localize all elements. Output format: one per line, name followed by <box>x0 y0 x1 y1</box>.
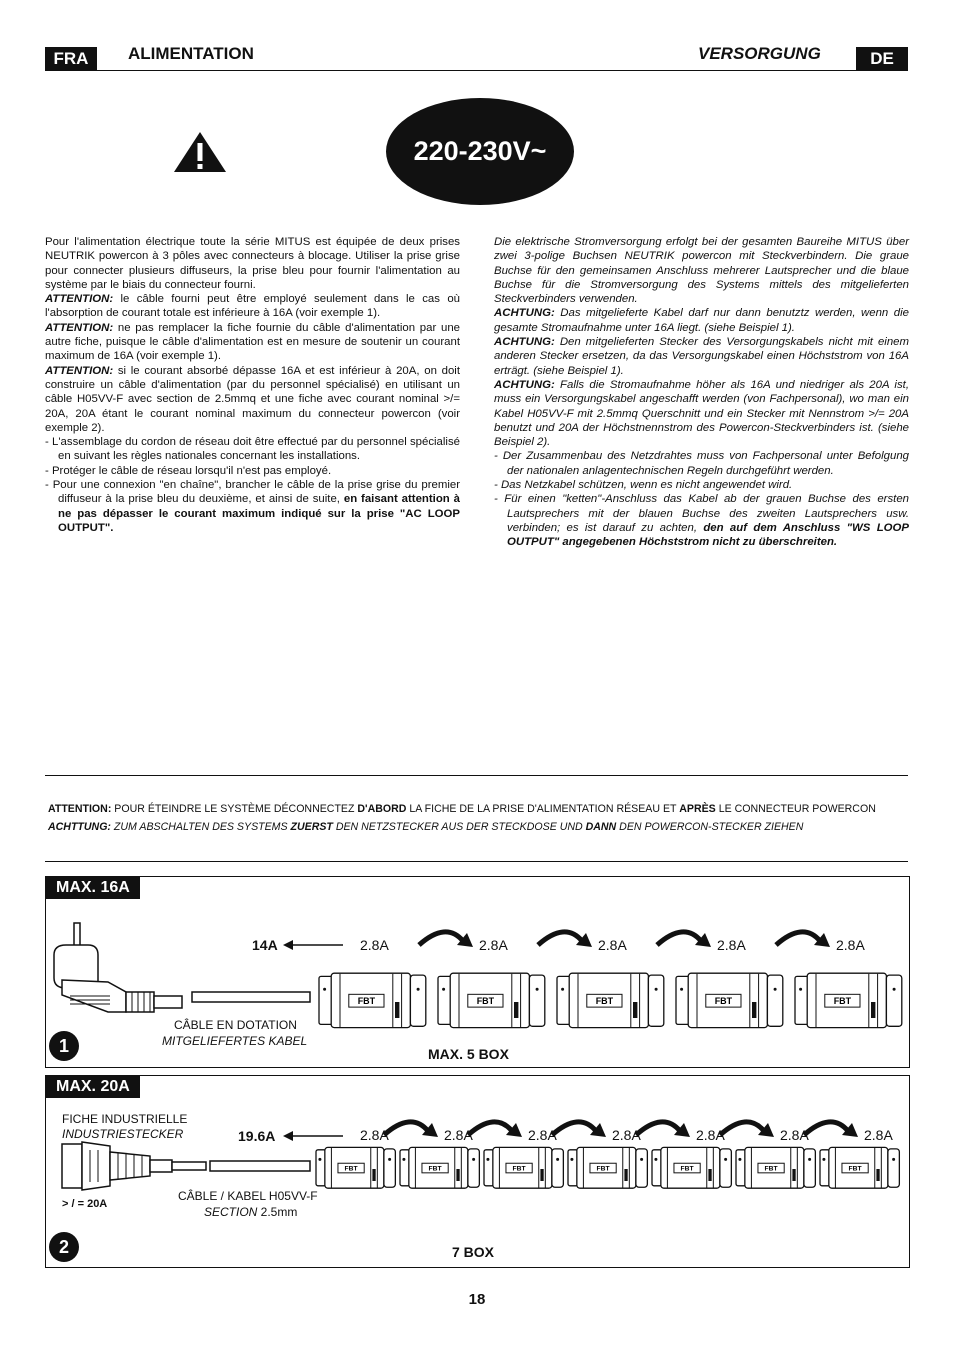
arrow-left-icon <box>283 938 345 952</box>
header-rule <box>45 70 908 71</box>
page-number: 18 <box>468 1291 486 1308</box>
speaker-logo: FBT <box>680 1165 694 1173</box>
fra-badge: FRA <box>45 47 97 71</box>
de-badge: DE <box>856 47 908 71</box>
attention-de: ACHTTUNG: ZUM ABSCHALTEN DES SYSTEMS ZUERST DEN NETZSTECKER AUS DER STECKDOSE UND DANN DEN POWERCON-STECKER ZIEHEN <box>48 821 804 833</box>
warning-triangle-icon <box>172 130 228 174</box>
unit-current-label: 2.8A <box>696 1127 725 1143</box>
speaker-logo: FBT <box>764 1165 778 1173</box>
unit-current-label: 2.8A <box>528 1127 557 1143</box>
chain-arrow-icon <box>774 927 832 949</box>
plug-rating: > / = 20A <box>62 1198 108 1210</box>
speaker-box-icon <box>399 1145 481 1193</box>
speaker-box-icon <box>735 1145 817 1193</box>
speaker-box-icon <box>556 970 666 1034</box>
de-list-item: - Für einen "ketten"-Anschluss das Kabel ab der grauen Buchse des ersten Lautsprechers mit der blauen Buchse des zweiten Lautsprechers usw. verbinden; es ist darauf zu achten, den auf dem Anschluss "WS LOOP OUTPUT" angegebenen Höchststrom nicht zu überschreiten. <box>494 493 909 549</box>
unit-current-label: 2.8A <box>360 1127 389 1143</box>
max-box-1: MAX. 5 BOX <box>428 1046 509 1062</box>
speaker-logo: FBT <box>833 995 852 1006</box>
de-section-title: VERSORGUNG <box>698 44 821 63</box>
unit-current-label: 2.8A <box>717 937 746 953</box>
speaker-box-icon <box>819 1145 901 1193</box>
h05vv-cable-icon <box>206 1158 316 1174</box>
unit-current-label: 2.8A <box>780 1127 809 1143</box>
speaker-logo: FBT <box>344 1165 358 1173</box>
de-attention-3: ACHTUNG: Falls die Stromaufnahme höher als 16A und niedriger als 20A ist, muss ein Versorgungskabel angeschafft werden (von Fachpersonal), wo man ein Kabel H05VV-F mit 2.5mmq Querschnitt und ein Stecker mit Nennstrom >/= 20A benutzt und 20A der Höchstnennstrom des Powercon-Steckverbinders ist. (siehe Beispiel 2). <box>494 378 909 449</box>
speaker-box-icon <box>483 1145 565 1193</box>
speaker-box-icon <box>794 970 904 1034</box>
plug-fr-label: FICHE INDUSTRIELLE <box>62 1112 188 1126</box>
speaker-logo: FBT <box>714 995 733 1006</box>
speaker-logo: FBT <box>596 1165 610 1173</box>
fr-attention-1: ATTENTION: le câble fourni peut être employé seulement dans le cas où l'absorption de courant totale est inférieure à 16A (voir exemple 1). <box>45 293 460 320</box>
fr-list-item: - Pour une connexion "en chaîne", brancher le câble de la prise grise du premier diffuseur à la prise bleu du deuxième, et ainsi de suite, en faisant attention à ne pas dépasser le courant maximum indiqué sur la prise "AC LOOP OUTPUT". <box>45 479 460 534</box>
fr-list-item: - Protéger le câble de réseau lorsqu'il n'est pas employé. <box>45 464 332 477</box>
fr-section-title: ALIMENTATION <box>128 44 254 63</box>
de-list-item: - Der Zusammenbau des Netzdrahtes muss von Fachpersonal unter Befolgung der nationalen anlagentechnischen Regeln durchgeführt werden. <box>494 450 909 477</box>
speaker-box-icon <box>651 1145 733 1193</box>
total-current-1: 14A <box>252 937 278 953</box>
speaker-logo: FBT <box>428 1165 442 1173</box>
cable-type-label: CÂBLE / KABEL H05VV-F <box>178 1189 318 1203</box>
total-current-2: 19.6A <box>238 1128 276 1144</box>
de-intro: Die elektrische Stromversorgung erfolgt bei der gesamten Baureihe MITUS über zwei 3-polige Buchsen NEUTRIK powercon mit Steckverbindern. Die graue Buchse für den gemeinsamen Anschluss mehrerer Lautsprecher und die blaue Buchse für die Stromversorgung des Systems mittels des mitgelieferten Steckverbinders verwenden. <box>494 236 909 306</box>
unit-current-label: 2.8A <box>612 1127 641 1143</box>
speaker-box-icon <box>675 970 785 1034</box>
example-2-number: 2 <box>49 1232 79 1262</box>
fr-list-item: - L'assemblage du cordon de réseau doit être effectué par du personnel spécialisé en suivant les règles nationales concernant les installations. <box>45 436 460 463</box>
example-2-label: MAX. 20A <box>46 1076 140 1098</box>
fr-text-column <box>45 235 460 535</box>
speaker-box-icon <box>567 1145 649 1193</box>
fr-attention-2: ATTENTION: ne pas remplacer la fiche fournie du câble d'alimentation par une autre fiche, puisque le câble d'alimentation est en mesure de soutenir un courant maximum de 16A (voir exemple 1). <box>45 321 460 363</box>
speaker-box-icon <box>318 970 428 1034</box>
chain-arrow-icon <box>382 1117 440 1139</box>
chain-arrow-icon <box>802 1117 860 1139</box>
fr-intro: Pour l'alimentation électrique toute la série MITUS est équipée de deux prises NEUTRIK powercon à 3 pôles avec connecteurs à blocage. Utiliser la prise grise pour connecter plusieurs diffuseurs, la prise bleu pour fournir l'alimentation au système par le biais du connecteur fourni. <box>45 236 460 291</box>
unit-current-label: 2.8A <box>479 937 508 953</box>
arrow-left-icon <box>283 1129 345 1143</box>
chain-arrow-icon <box>536 927 594 949</box>
chain-arrow-icon <box>466 1117 524 1139</box>
de-attention-2: ACHTUNG: Den mitgelieferten Stecker des Versorgungskabels nicht mit einem anderen Stecker ersetzen, da das Versorgungskabel einen Höchststrom von 16A erträgt. (siehe Beispiel 1). <box>494 336 909 377</box>
speaker-logo: FBT <box>595 995 614 1006</box>
chain-arrow-icon <box>655 927 713 949</box>
unit-current-label: 2.8A <box>360 937 389 953</box>
speaker-logo: FBT <box>476 995 495 1006</box>
plug-de-label: INDUSTRIESTECKER <box>62 1127 184 1141</box>
example-1-number: 1 <box>49 1031 79 1061</box>
unit-current-label: 2.8A <box>836 937 865 953</box>
schuko-plug-icon <box>48 920 188 1020</box>
cable-section-label: SECTION 2.5mm <box>204 1205 298 1219</box>
example-1-label: MAX. 16A <box>46 877 140 899</box>
de-list-item: - Das Netzkabel schützen, wenn es nicht angewendet wird. <box>494 479 793 492</box>
chain-arrow-icon <box>718 1117 776 1139</box>
speaker-box-icon <box>437 970 547 1034</box>
industrial-plug-icon <box>60 1138 210 1194</box>
speaker-logo: FBT <box>848 1165 862 1173</box>
max-box-2: 7 BOX <box>452 1244 495 1260</box>
unit-current-label: 2.8A <box>444 1127 473 1143</box>
chain-arrow-icon <box>417 927 475 949</box>
de-attention-1: ACHTUNG: Das mitgelieferte Kabel darf nur dann benutztz werden, wenn die gesamte Stromaufnahme unter 16A liegt. (siehe Beispiel 1). <box>494 307 909 334</box>
voltage-label: 220-230V~ <box>413 136 547 166</box>
unit-current-label: 2.8A <box>864 1127 893 1143</box>
chain-arrow-icon <box>634 1117 692 1139</box>
speaker-logo: FBT <box>512 1165 526 1173</box>
supplied-cable-icon <box>188 990 318 1006</box>
cable-de-label: MITGELIEFERTES KABEL <box>162 1034 308 1048</box>
speaker-box-icon <box>315 1145 397 1193</box>
speaker-logo: FBT <box>357 995 376 1006</box>
attention-top-rule <box>45 775 908 776</box>
attention-fr: ATTENTION: POUR ÉTEINDRE LE SYSTÈME DÉCONNECTEZ D'ABORD LA FICHE DE LA PRISE D'ALIMENTATION RÉSEAU ET APRÈS LE CONNECTEUR POWERCON <box>48 803 876 815</box>
chain-arrow-icon <box>550 1117 608 1139</box>
fr-attention-3: ATTENTION: si le courant absorbé dépasse 16A et est inférieur à 20A, on doit construire un câble d'alimentation (par du personnel spécialisé) en utilisant un câble H05VV-F avec section de 2.5mmq et une fiche avec courant nominal >/= 20A, 20A étant le courant nominal maximum du connecteur powercon (voir exemple 2). <box>45 364 460 434</box>
attention-bottom-rule <box>45 861 908 862</box>
unit-current-label: 2.8A <box>598 937 627 953</box>
de-text-column <box>494 235 909 550</box>
cable-fr-label: CÂBLE EN DOTATION <box>174 1018 297 1032</box>
